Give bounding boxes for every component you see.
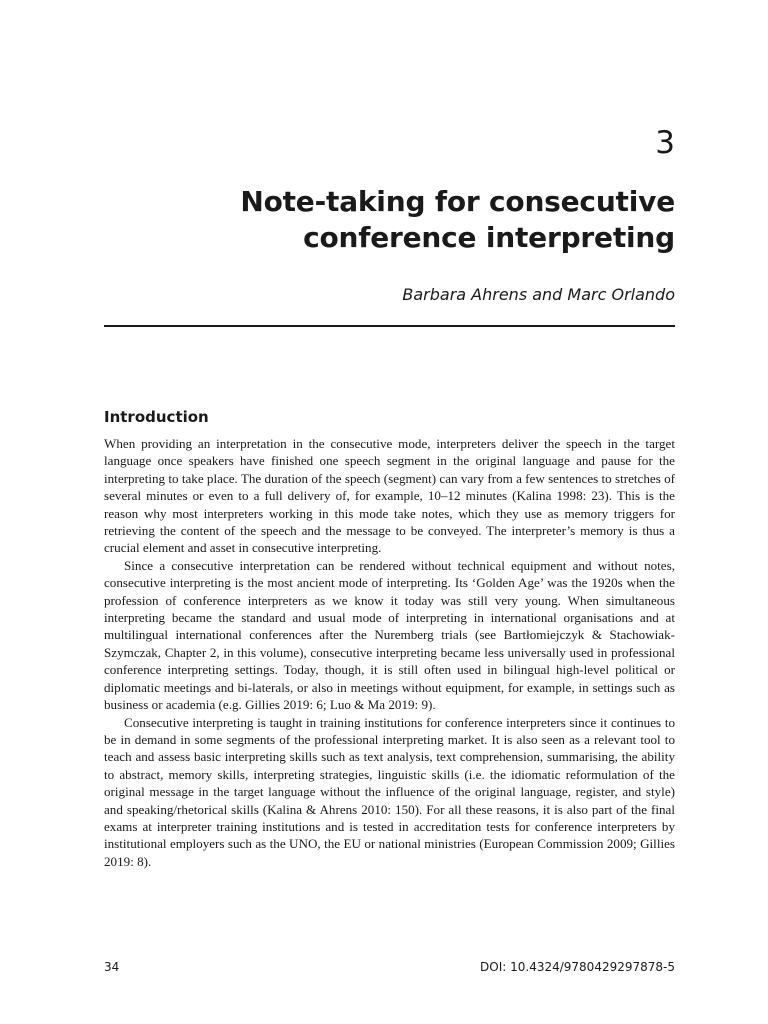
- chapter-number: 3: [655, 125, 675, 161]
- book-page: [104, 0, 675, 1024]
- paragraph: Since a consecutive interpretation can be rendered without technical equipment and without notes, consecutive interpreting is the most ancient mode of interpreting. Its ‘Golden Age’ was the 1920s when the profession of conference interpreters as we know it today was still very young. When simultaneous interpreting became the standard and usual mode of interpreting in international organisations and at multilingual international conferences after the Nuremberg trials (see Bartłomiejczyk & Stachowiak-Szymczak, Chapter 2, in this volume), consecutive interpreting became less universally used in professional conference interpreting settings. Today, though, it is still often used in bilingual high-level political or diplomatic meetings and bi-laterals, or also in meetings without equipment, for example, in settings such as business or academia (e.g. Gillies 2019: 6; Luo & Ma 2019: 9).: [104, 557, 675, 713]
- paragraph: Consecutive interpreting is taught in training institutions for conference interpreters since it continues to be in demand in some segments of the professional interpreting market. It is also seen as a relevant tool to teach and assess basic interpreting skills such as text analysis, text comprehension, summarising, the ability to abstract, memory skills, interpreting strategies, linguistic skills (i.e. the idiomatic reformulation of the original message in the target language without the influence of the original language, register, and style) and speaking/rhetorical skills (Kalina & Ahrens 2010: 150). For all these reasons, it is also part of the final exams at interpreter training institutions and is tested in accreditation tests for conference interpreters by institutional employers such as the UNO, the EU or national ministries (European Commission 2009; Gillies 2019: 8).: [104, 714, 675, 869]
- section-heading: Introduction: [104, 408, 209, 426]
- page-number: 34: [104, 960, 120, 974]
- chapter-title: [104, 184, 675, 256]
- chapter-authors: Barbara Ahrens and Marc Orlando: [402, 285, 675, 304]
- doi-reference: DOI: 10.4324/9780429297878-5: [480, 960, 675, 974]
- body-text: [104, 435, 675, 870]
- chapter-title-line: conference interpreting: [303, 221, 675, 254]
- title-divider: [104, 325, 675, 327]
- paragraph: When providing an interpretation in the consecutive mode, interpreters deliver the speech in the target language once speakers have finished one speech segment in the original language and pause for the interpreting to take place. The duration of the speech (segment) can vary from a few sentences to stretches of several minutes or even to a full delivery of, for example, 10–12 minutes (Kalina 1998: 23). This is the reason why most interpreters working in this mode take notes, which they use as memory triggers for retrieving the content of the speech and the message to be conveyed. The interpreter’s memory is thus a crucial element and asset in consecutive interpreting.: [104, 436, 675, 556]
- page-footer: [104, 958, 675, 976]
- chapter-title-line: Note-taking for consecutive: [240, 185, 675, 218]
